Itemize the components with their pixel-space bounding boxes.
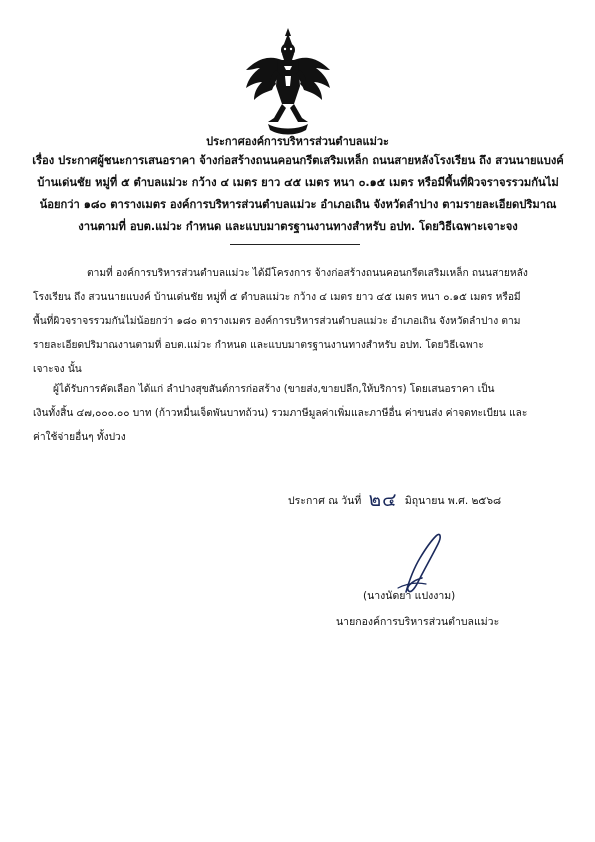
paragraph-line: โรงเรียน ถึง สวนนายแบงค์ บ้านเด่นชัย หมู่ที่ ๕ ตำบลแม่วะ กว้าง ๔ เมตร ยาว ๔๕ เมตร หนา ๐.๑๕ เมตร หรือมี [33,292,521,303]
signer-position: นายกองค์การบริหารส่วนตำบลแม่วะ [336,616,500,628]
paragraph-line: ผู้ได้รับการคัดเลือก ได้แก่ ลำปางสุขสันต์การก่อสร้าง (ขายส่ง,ขายปลีก,ให้บริการ) โดยเสนอราคา เป็น [53,384,495,395]
paragraph-line: รายละเอียดปริมาณงานตามที่ อบต.แม่วะ กำหนด และแบบมาตรฐานงานทางสำหรับ อปท. โดยวิธีเฉพาะ [33,340,484,351]
divider-line [230,244,360,245]
paragraph-line: ตามที่ องค์การบริหารส่วนตำบลแม่วะ ได้มีโครงการ จ้างก่อสร้างถนนคอนกรีตเสริมเหล็ก ถนนสายหลัง [87,268,528,279]
subject-line: บ้านเด่นชัย หมู่ที่ ๕ ตำบลแม่วะ กว้าง ๔ เมตร ยาว ๔๕ เมตร หนา ๐.๑๕ เมตร หรือมีพื้นที่ผิวจราจรรวมกันไม่ [37,176,559,189]
date-prefix: ประกาศ ณ วันที่ [288,495,362,507]
subject-line: น้อยกว่า ๑๘๐ ตารางเมตร องค์การบริหารส่วนตำบลแม่วะ อำเภอเถิน จังหวัดลำปาง ตามรายละเอียดปริมาณ [39,198,557,211]
subject-line: งานตามที่ อบต.แม่วะ กำหนด และแบบมาตรฐานงานทางสำหรับ อปท. โดยวิธีเฉพาะเจาะจง [78,220,518,233]
winner-paragraph [33,378,561,450]
organization-announcement-title: ประกาศองค์การบริหารส่วนตำบลแม่วะ [206,135,389,148]
announcement-subject [18,150,578,238]
paragraph-line: ค่าใช้จ่ายอื่นๆ ทั้งปวง [33,432,126,443]
signer-name: (นางนัดยา แปงงาม) [363,590,456,602]
paragraph-line: เจาะจง นั้น [33,364,82,375]
paragraph-line: เงินทั้งสิ้น ๔๗,๐๐๐.๐๐ บาท (ก้าวหมื่นเจ็ดพันบาทถ้วน) รวมภาษีมูลค่าเพิ่มและภาษีอื่น ค่าขนส่ง ค่าจดทะเบียน และ [33,408,528,419]
project-paragraph [33,262,561,382]
garuda-emblem-icon [238,26,338,138]
subject-line: เรื่อง ประกาศผู้ชนะการเสนอราคา จ้างก่อสร้างถนนคอนกรีตเสริมเหล็ก ถนนสายหลังโรงเรียน ถึง สวนนายแบงค์ [32,154,564,167]
paragraph-line: พื้นที่ผิวจราจรรวมกันไม่น้อยกว่า ๑๘๐ ตารางเมตร องค์การบริหารส่วนตำบลแม่วะ อำเภอเถิน จังหวัดลำปาง ตาม [33,316,521,327]
announcement-date [288,485,501,515]
date-day-handwritten: ๒๔ [368,489,398,511]
date-month-year: มิถุนายน พ.ศ. ๒๕๖๘ [404,495,502,507]
